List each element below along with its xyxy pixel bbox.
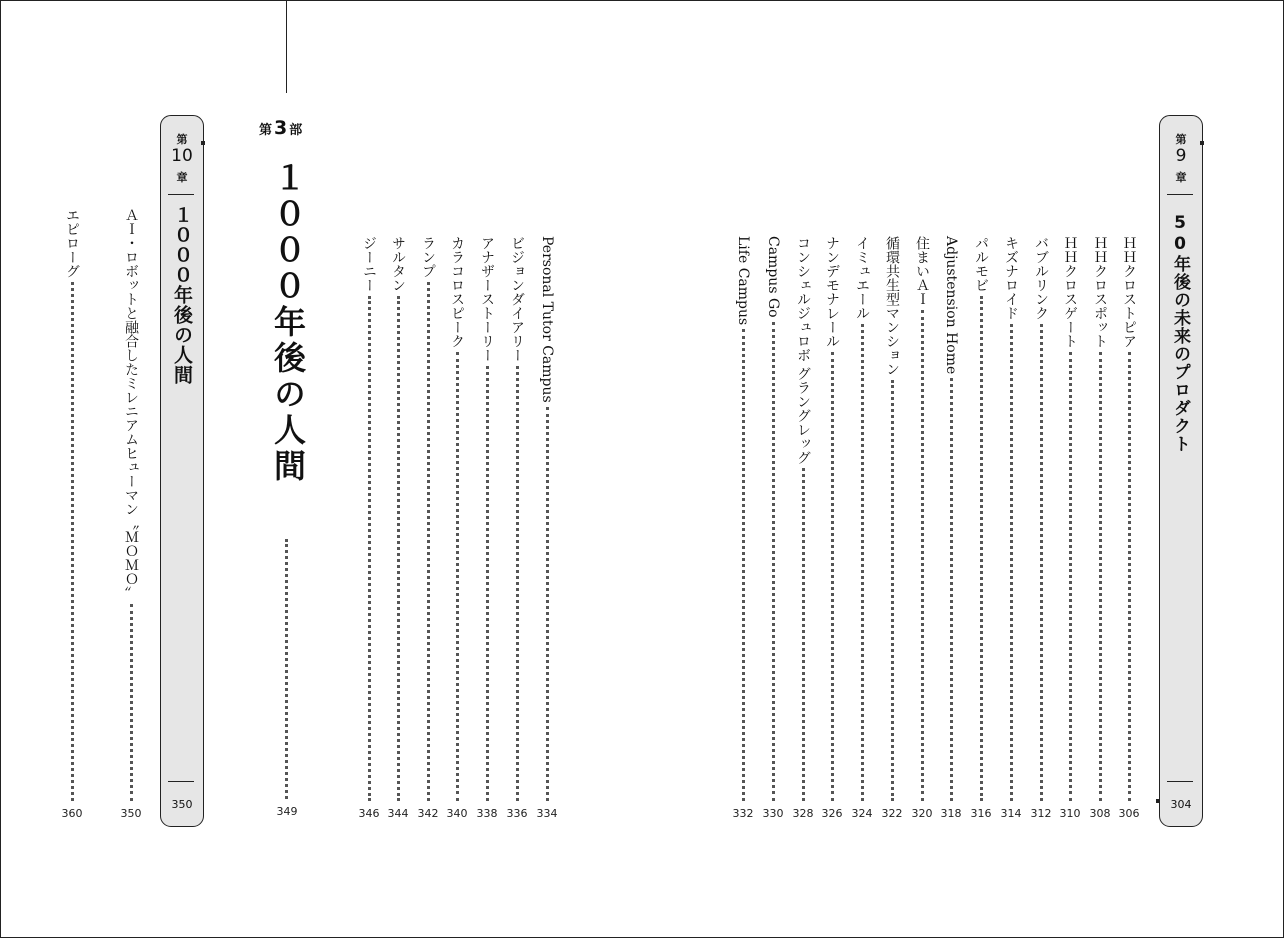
part-number: 3 bbox=[274, 117, 288, 139]
toc-entry-leader bbox=[516, 366, 519, 801]
toc-entry-page: 316 bbox=[970, 807, 992, 820]
chapter-10-tick-mark bbox=[201, 141, 205, 145]
toc-entry-page: 344 bbox=[387, 807, 409, 820]
toc-entry-leader bbox=[368, 296, 371, 801]
toc-entry-title: 住まいＡＩ bbox=[914, 236, 930, 306]
toc-entry-page: 310 bbox=[1059, 807, 1081, 820]
toc-entry-title: ナンデモナレール bbox=[824, 236, 840, 348]
toc-entry-title: Campus Go bbox=[765, 236, 781, 318]
chapter-10-page: 350 bbox=[171, 798, 193, 811]
toc-entry-title: イミュエール bbox=[854, 236, 870, 320]
toc-entry-page: 324 bbox=[851, 807, 873, 820]
toc-entry-leader bbox=[861, 324, 864, 801]
toc-entry-title: ビジョンダイアリー bbox=[509, 236, 525, 362]
toc-entry-title: パルモビ bbox=[973, 236, 989, 292]
toc-entry-page: 340 bbox=[446, 807, 468, 820]
toc-entry-leader bbox=[742, 329, 745, 801]
chapter-9-page: 304 bbox=[1170, 798, 1192, 811]
toc-entry-leader bbox=[1040, 324, 1043, 801]
toc-entry-leader bbox=[772, 322, 775, 801]
toc-entry-leader bbox=[427, 282, 430, 801]
toc-entry-title: Personal Tutor Campus bbox=[539, 236, 555, 403]
toc-entry-page: 360 bbox=[61, 807, 83, 820]
toc-entry-leader bbox=[546, 407, 549, 801]
chapter-9-suffix: 章 bbox=[1175, 171, 1187, 184]
toc-entry-leader bbox=[802, 468, 805, 801]
toc-entry-page: 342 bbox=[417, 807, 439, 820]
toc-entry-leader bbox=[71, 282, 74, 801]
toc-entry-page: 330 bbox=[762, 807, 784, 820]
toc-entry-leader bbox=[831, 352, 834, 801]
part-leader bbox=[285, 539, 288, 799]
toc-entry-page: 328 bbox=[792, 807, 814, 820]
toc-entry-page: 332 bbox=[732, 807, 754, 820]
chapter-9-prefix: 第 bbox=[1175, 133, 1187, 146]
toc-entry-title: ＨＨクロストピア bbox=[1121, 236, 1137, 348]
toc-entry-leader bbox=[1128, 352, 1131, 801]
toc-entry-title: ＨＨクロスポット bbox=[1092, 236, 1108, 348]
chapter-9-tick-mark bbox=[1200, 141, 1204, 145]
toc-entry-leader bbox=[397, 296, 400, 801]
toc-entry-page: 346 bbox=[358, 807, 380, 820]
toc-entry-title: キズナロイド bbox=[1003, 236, 1019, 320]
chapter-10-prefix: 第 bbox=[176, 133, 188, 146]
toc-entry-title: コンシェルジュロボ グラングレッグ bbox=[795, 236, 811, 465]
toc-entry-title: ＨＨクロスゲート bbox=[1062, 236, 1078, 348]
toc-entry-page: 322 bbox=[881, 807, 903, 820]
toc-entry-title: Life Campus bbox=[735, 236, 751, 326]
chapter-9-bottom-rule bbox=[1167, 781, 1193, 782]
chapter-10-suffix: 章 bbox=[176, 171, 188, 184]
chapter-9-title: 50年後の未来のプロダクト bbox=[1170, 213, 1190, 453]
chapter-10-top-rule bbox=[168, 194, 194, 195]
part-page: 349 bbox=[276, 805, 298, 818]
toc-entry-title: バブルリンク bbox=[1033, 236, 1049, 320]
toc-entry-leader bbox=[130, 604, 133, 801]
toc-entry-page: 326 bbox=[821, 807, 843, 820]
toc-entry-page: 334 bbox=[536, 807, 558, 820]
toc-entry-leader bbox=[486, 366, 489, 801]
toc-entry-leader bbox=[980, 296, 983, 801]
toc-entry-title: エピローグ bbox=[64, 208, 80, 278]
toc-entry-leader bbox=[1069, 352, 1072, 801]
toc-entry-title: サルタン bbox=[390, 236, 406, 292]
chapter-9-top-rule bbox=[1167, 194, 1193, 195]
toc-entry-leader bbox=[921, 310, 924, 801]
toc-entry-page: 312 bbox=[1030, 807, 1052, 820]
toc-entry-page: 306 bbox=[1118, 807, 1140, 820]
chapter-10-bottom-rule bbox=[168, 781, 194, 782]
toc-entry-title: ランプ bbox=[420, 236, 436, 278]
toc-entry-leader bbox=[950, 378, 953, 801]
toc-entry-leader bbox=[1099, 352, 1102, 801]
toc-entry-page: 350 bbox=[120, 807, 142, 820]
toc-entry-title: アナザーストーリー bbox=[479, 236, 495, 362]
toc-entry-page: 338 bbox=[476, 807, 498, 820]
toc-entry-leader bbox=[1010, 324, 1013, 801]
part-prefix: 第 bbox=[259, 123, 273, 138]
toc-entry-page: 314 bbox=[1000, 807, 1022, 820]
part-suffix: 部 bbox=[289, 123, 303, 138]
part-title: １０００年後の人間 bbox=[269, 161, 307, 485]
part-connector-line bbox=[286, 1, 287, 93]
toc-entry-title: 循環共生型マンション bbox=[884, 236, 900, 376]
toc-entry-leader bbox=[456, 352, 459, 801]
chapter-10-title: １０００年後の人間 bbox=[171, 205, 193, 385]
toc-entry-page: 308 bbox=[1089, 807, 1111, 820]
toc-entry-title: ジーニー bbox=[361, 236, 377, 292]
chapter-10-number: 10 bbox=[171, 146, 193, 166]
toc-entry-page: 318 bbox=[940, 807, 962, 820]
toc-entry-title: ＡＩ・ロボットと融合したミレニアムヒューマン〝ＭＯＭＯ〟 bbox=[123, 208, 139, 600]
toc-entry-leader bbox=[891, 380, 894, 801]
toc-entry-page: 320 bbox=[911, 807, 933, 820]
chapter-9-page-tick-mark bbox=[1156, 799, 1160, 803]
chapter-9-number: 9 bbox=[1175, 146, 1187, 166]
toc-entry-title: カラコロスピーク bbox=[449, 236, 465, 348]
toc-entry-title: Adjustension Home bbox=[943, 236, 959, 375]
toc-entry-page: 336 bbox=[506, 807, 528, 820]
